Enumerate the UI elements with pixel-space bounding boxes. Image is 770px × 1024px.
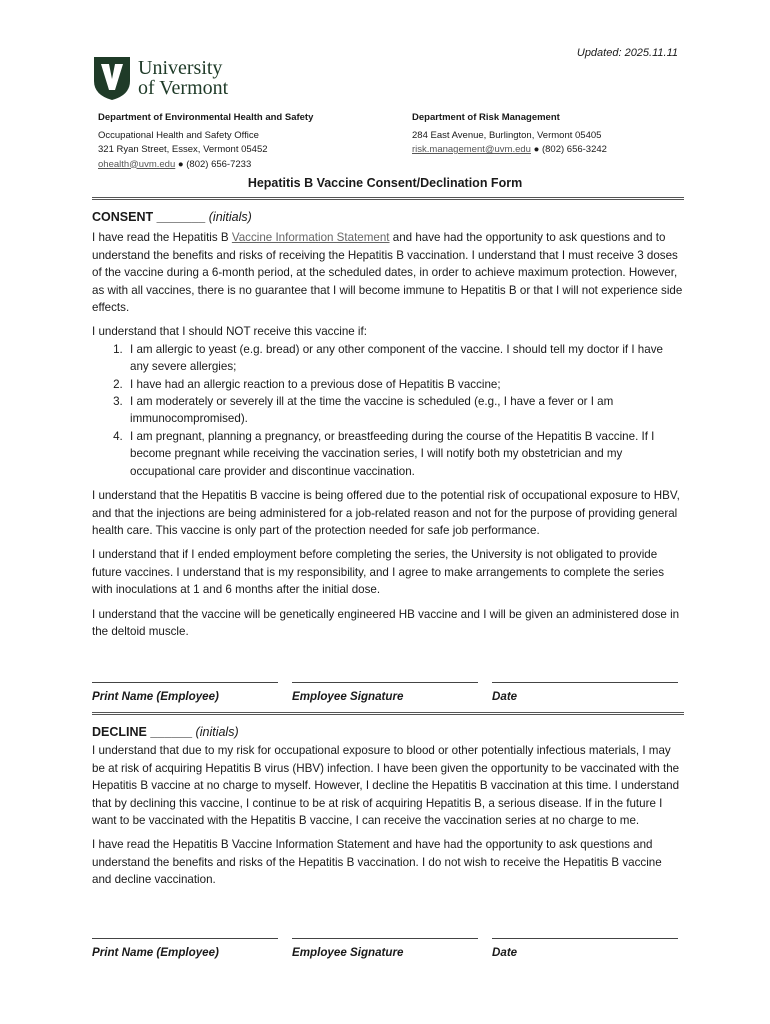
dept-ehs-email-link[interactable]: ohealth@uvm.edu: [98, 158, 176, 170]
list-item: 4. I am pregnant, planning a pregnancy, or breastfeeding during the course of the Hepatitis B vaccine. If I become pregnant while receiving the vaccination series, I will notify both my obstetrician and my occupational care provider and discontinue vaccination.: [126, 428, 684, 480]
consent-p1-start: I have read the Hepatitis B: [92, 231, 232, 245]
dept-risk-email-link[interactable]: risk.management@uvm.edu: [412, 144, 531, 155]
decline-signature-row: [92, 937, 684, 959]
print-name-label: Print Name (Employee): [92, 690, 219, 703]
consent-heading: [92, 209, 684, 226]
date-label: Date: [492, 946, 518, 959]
decline-paragraph-1: I understand that due to my risk for occupational exposure to blood or other potentially infectious materials, I may be at risk of acquiring Hepatitis B virus (HBV) infection. I have been given the opportunity to be vaccinated with the Hepatitis B vaccine at no charge to myself. However, I decline the Hepatitis B vaccination at this time. I understand that by declining this vaccine, I continue to be at risk of acquiring Hepatitis B, a serious disease. If in the future I want to be vaccinated with the Hepatitis B vaccine, I can receive the vaccination series at no charge to me.: [92, 744, 680, 828]
contraindication-list: [92, 341, 684, 480]
updated-date: Updated: 2025.11.11: [576, 47, 678, 59]
dept-ehs-phone: ● (802) 656-7233: [175, 158, 252, 170]
signature-line: [292, 937, 478, 939]
logo-line-2: of Vermont: [138, 77, 229, 99]
dept-risk-phone: ● (802) 656-3242: [530, 144, 607, 155]
decline-date-field[interactable]: [492, 937, 678, 959]
consent-paragraph-1: [92, 229, 684, 316]
list-item: 3. I am moderately or severely ill at the time the vaccine is scheduled (e.g., I have a fever or I am immunocompromised).: [126, 393, 684, 428]
print-name-label: Print Name (Employee): [92, 946, 219, 959]
dept-ehs-contact: [98, 158, 313, 173]
decline-name-field[interactable]: [92, 937, 278, 959]
signature-line: [92, 681, 278, 683]
decline-heading-text: DECLINE ______: [92, 725, 193, 739]
dept-risk-contact: [412, 143, 607, 158]
employee-signature-label: Employee Signature: [292, 946, 404, 959]
consent-date-field[interactable]: [492, 681, 678, 703]
decline-heading: [92, 724, 684, 741]
consent-paragraph-5: I understand that the vaccine will be genetically engineered HB vaccine and I will be given an administered dose in the deltoid muscle.: [92, 607, 680, 638]
consent-signature-row: [92, 681, 684, 703]
list-item: 1. I am allergic to yeast (e.g. bread) or any other component of the vaccine. I should tell my doctor if I have any severe allergies;: [126, 341, 684, 376]
consent-paragraph-3: I understand that the Hepatitis B vaccine is being offered due to the potential risk of occupational exposure to HBV, and that the injections are being administered for a job-related reason and not for the purpose of providing general health care. This vaccine is only part of the protection needed for safe job performance.: [92, 489, 680, 537]
dept-risk-address: 284 East Avenue, Burlington, Vermont 05405: [412, 129, 602, 141]
consent-initials-label: (initials): [208, 210, 252, 224]
consent-p1-end: and have had the opportunity to ask questions and to understand the benefits and risks of receiving the Hepatitis B vaccination. I understand that I must receive 3 doses of the vaccine during a 6-month period, at the scheduled dates, in order to achieve maximum protection. However, as with all vaccines, there is no guarantee that I will become immune to Hepatitis B or that I will not experience side effects.: [92, 231, 683, 315]
dept-risk-title: Department of Risk Management: [412, 112, 560, 123]
section-divider: [92, 712, 684, 715]
consent-section: [92, 209, 684, 640]
uvm-shield-icon: [92, 55, 132, 101]
signature-line: [292, 681, 478, 683]
decline-signature-field[interactable]: [292, 937, 478, 959]
form-title: Hepatitis B Vaccine Consent/Declination Form: [247, 176, 523, 190]
dept-ehs-office: Occupational Health and Safety Office: [98, 129, 259, 141]
university-logo: [92, 55, 228, 101]
date-label: Date: [492, 690, 518, 703]
list-item: 2. I have had an allergic reaction to a previous dose of Hepatitis B vaccine;: [126, 376, 684, 393]
dept-ehs-address: 321 Ryan Street, Essex, Vermont 05452: [98, 144, 268, 155]
consent-signature-field[interactable]: [292, 681, 478, 703]
vis-link[interactable]: Vaccine Information Statement: [231, 231, 390, 245]
consent-paragraph-4: I understand that if I ended employment before completing the series, the University is not obligated to provide future vaccines. I understand that is my responsibility, and I agree to make arrangements to complete the series with inoculations at 1 and 6 months after the initial dose.: [92, 548, 665, 597]
signature-line: [92, 937, 278, 939]
logo-wordmark: [138, 58, 228, 98]
decline-section: [92, 724, 684, 889]
consent-name-field[interactable]: [92, 681, 278, 703]
dept-ehs: [98, 111, 313, 172]
dept-risk: [412, 111, 607, 158]
signature-line: [492, 681, 678, 683]
dept-ehs-title: Department of Environmental Health and Safety: [98, 112, 314, 123]
title-divider: [92, 197, 684, 200]
logo-line-1: University: [138, 57, 223, 79]
consent-heading-text: CONSENT _______: [92, 210, 206, 224]
consent-paragraph-2: I understand that I should NOT receive this vaccine if:: [92, 325, 367, 339]
decline-initials-label: (initials): [195, 725, 239, 739]
employee-signature-label: Employee Signature: [292, 690, 404, 703]
decline-paragraph-2: I have read the Hepatitis B Vaccine Information Statement and have had the opportunity to ask questions and understand the benefits and risks of the Hepatitis B vaccination. I do not wish to receive the Hepatitis B vaccine and decline vaccination.: [92, 838, 662, 887]
signature-line: [492, 937, 678, 939]
